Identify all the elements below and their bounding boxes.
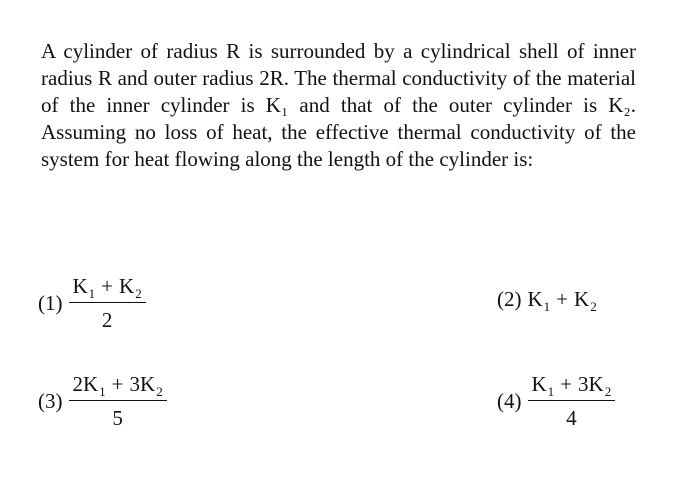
term: K	[72, 274, 88, 298]
fraction-numerator	[69, 374, 167, 401]
operator: +	[560, 372, 573, 396]
option-2	[497, 287, 597, 312]
subscript: 2	[590, 299, 597, 314]
term: K	[119, 274, 135, 298]
option-1	[38, 276, 146, 331]
expression	[528, 287, 597, 312]
term: 3K	[578, 372, 604, 396]
option-label: (4)	[497, 389, 522, 413]
subscript: 2	[604, 384, 612, 399]
fraction-denominator: 5	[112, 406, 123, 430]
term: K	[527, 287, 543, 311]
option-label: (2)	[497, 287, 522, 311]
fraction	[528, 374, 616, 429]
subscript: 1	[99, 384, 106, 399]
option-label: (1)	[38, 291, 63, 315]
operator: +	[556, 287, 569, 311]
subscript: 1	[88, 286, 96, 301]
subscript: 1	[543, 299, 551, 314]
subscript: 2	[135, 286, 142, 301]
fraction-denominator: 4	[566, 406, 577, 430]
option-3	[38, 374, 167, 429]
fraction-numerator	[528, 374, 616, 401]
subscript: 2	[156, 384, 163, 399]
option-label: (3)	[38, 389, 63, 413]
subscript: 1	[547, 384, 555, 399]
term: K	[574, 287, 590, 311]
fraction-numerator	[69, 276, 146, 303]
operator: +	[101, 274, 114, 298]
term: 2K	[72, 372, 99, 396]
operator: +	[111, 372, 124, 396]
question-text: A cylinder of radius R is surrounded by a cylindrical shell of inner radius R and outer radius 2R. The thermal conductivity of the material of the inner cylinder is K₁ and that of the outer cylinder is K₂. Assuming no loss of heat, the effective thermal conductivity of the system for heat flowing along the length of the cylinder is:	[41, 39, 636, 171]
fraction	[69, 276, 146, 331]
option-4	[497, 374, 615, 429]
term: 3K	[129, 372, 156, 396]
fraction	[69, 374, 167, 429]
term: K	[531, 372, 547, 396]
fraction-denominator: 2	[101, 308, 113, 332]
